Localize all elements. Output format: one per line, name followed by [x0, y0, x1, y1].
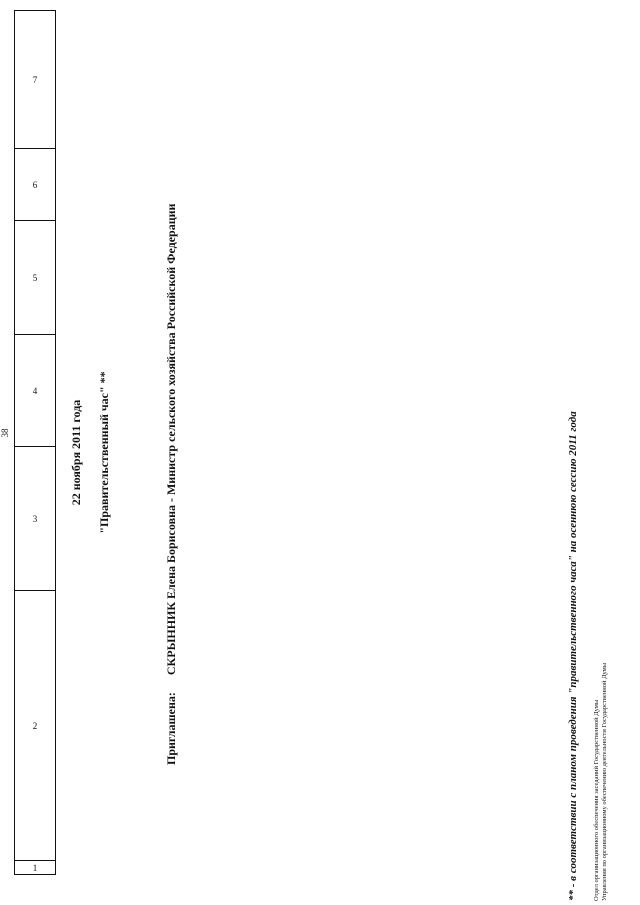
column-number: 7	[32, 74, 38, 85]
column-number-cell	[15, 861, 56, 875]
column-number-cell	[15, 149, 56, 221]
invited-label: Приглашена:	[164, 692, 178, 765]
column-number-cell	[15, 591, 56, 861]
column-number-cell	[15, 335, 56, 447]
column-number: 1	[32, 862, 38, 873]
column-number: 6	[32, 179, 38, 190]
footnote-text: в соответствии с планом проведения	[567, 693, 579, 881]
column-number: 5	[32, 272, 38, 283]
footnote-highlight: "правительственного часа"	[567, 555, 579, 694]
session-date: 22 ноября 2011 года	[69, 399, 83, 506]
footnote-marker: ** -	[567, 880, 579, 901]
department-line: Отдел организационного обеспечения заседаний Государственной Думы	[593, 699, 600, 901]
page-number: 38	[0, 428, 10, 438]
footnote	[567, 411, 579, 901]
column-number: 3	[32, 513, 38, 524]
department-line: Управления по организационному обеспечению деятельности Государственной Думы	[601, 662, 608, 901]
invited-person: СКРЫННИК Елена Борисовна - Министр сельского хозяйства Российской Федерации	[164, 203, 178, 676]
footnote-text-end: на осеннюю сессию 2011 года	[567, 411, 579, 556]
column-number-cell	[15, 221, 56, 335]
column-number-row	[15, 11, 56, 875]
column-number-cell	[15, 11, 56, 149]
column-number: 2	[32, 720, 38, 731]
column-number: 4	[32, 385, 38, 396]
government-hour-title: "Правительственный час" **	[97, 371, 111, 534]
column-header-table	[14, 10, 56, 875]
invited-line	[164, 204, 179, 765]
column-number-cell	[15, 447, 56, 591]
